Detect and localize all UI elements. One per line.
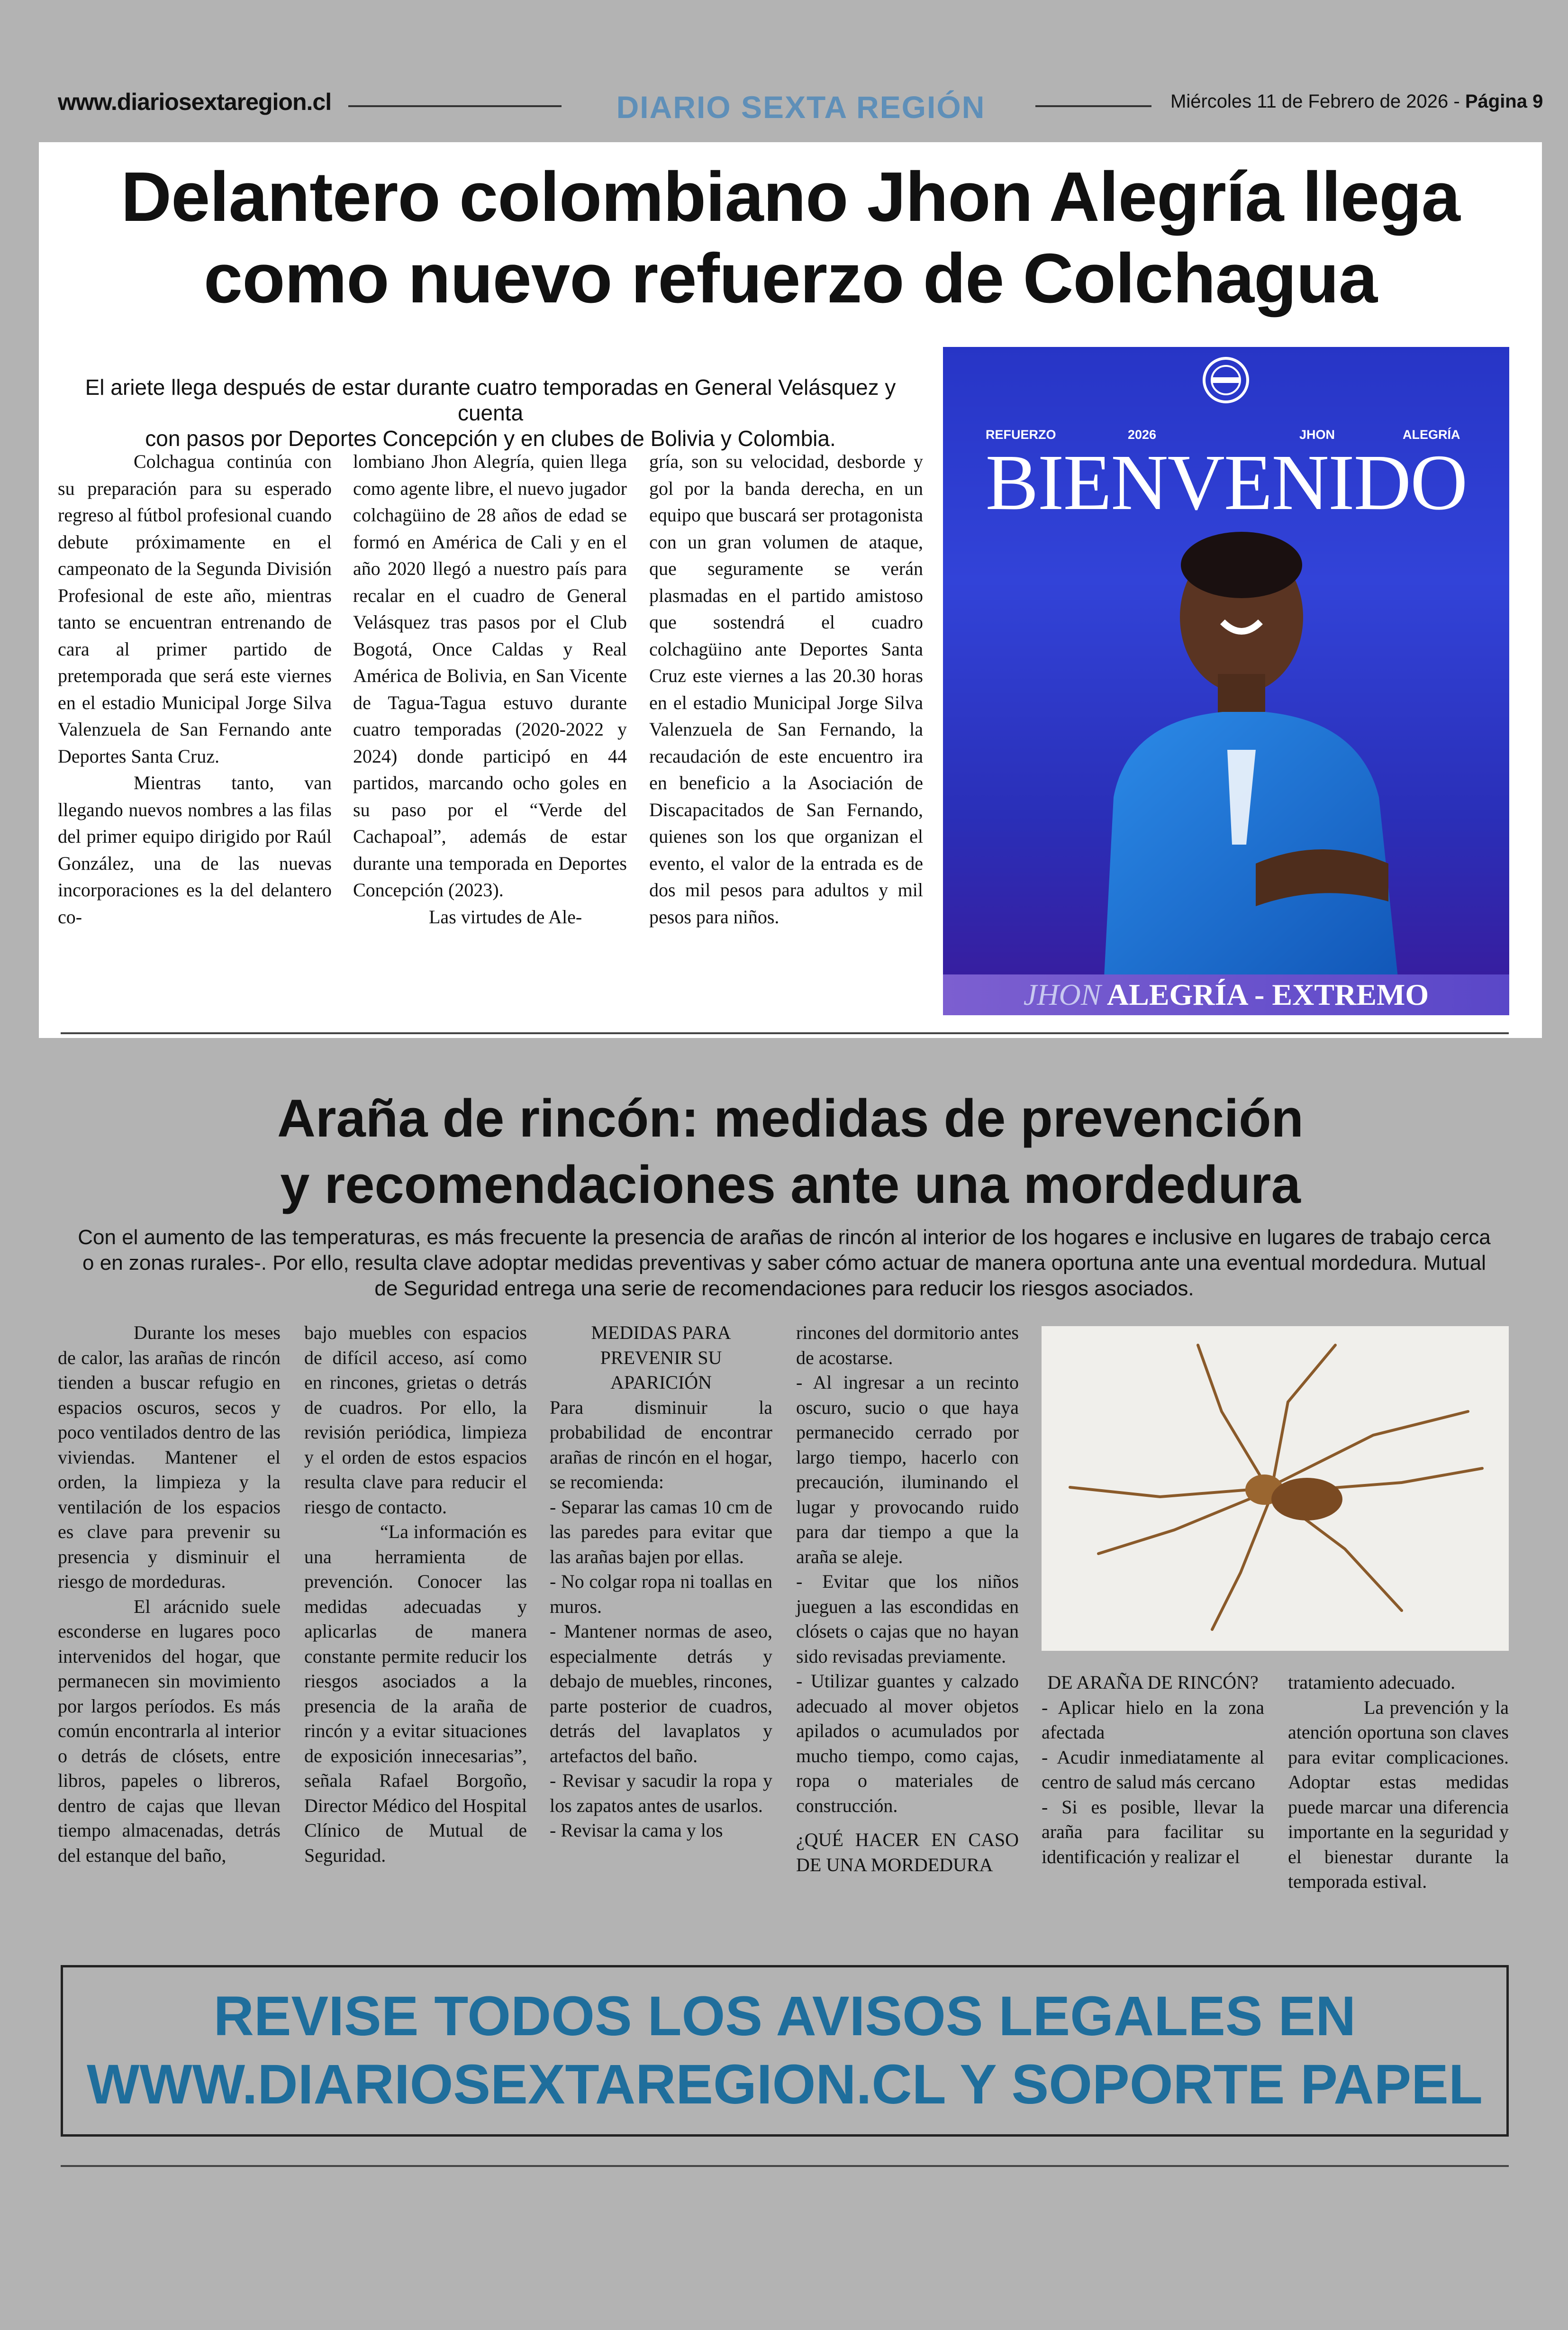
article2-column-5 <box>1042 1670 1264 1869</box>
poster-label-first-name: JHON <box>1299 428 1335 442</box>
poster-title: BIENVENIDO <box>985 438 1467 527</box>
article2-headline <box>39 1085 1542 1218</box>
poster-footer-first: JHON <box>1023 978 1101 1011</box>
paragraph: Mientras tanto, van llegando nuevos nombres a las filas del primer equipo dirigido por Raúl González, una de las nuevas incorporaciones es la del delantero co- <box>58 772 332 928</box>
header-rule-right <box>1035 105 1151 107</box>
article2-column-3 <box>550 1320 772 1843</box>
list-item: - Evitar que los niños jueguen a las escondidas en clósets o cajas que no hayan sido revisadas previamente. <box>796 1571 1019 1667</box>
article2-column-6 <box>1288 1670 1509 1894</box>
article1-headline-line1: Delantero colombiano Jhon Alegría llega <box>121 158 1460 236</box>
article1-headline <box>39 156 1542 319</box>
list-item: - No colgar ropa ni toallas en muros. <box>550 1571 772 1617</box>
newspaper-name: DIARIO SEXTA REGIÓN <box>616 90 986 125</box>
list-item: - Acudir inmediatamente al centro de salud más cercano <box>1042 1746 1264 1793</box>
poster-footer-rest: ALEGRÍA - EXTREMO <box>1106 978 1429 1011</box>
list-item: - Revisar y sacudir la ropa y los zapatos antes de usarlos. <box>550 1770 772 1816</box>
article1-column-1 <box>58 448 332 930</box>
club-crest-icon <box>1197 352 1254 409</box>
article1-lead <box>66 374 915 451</box>
list-item: - Revisar la cama y los <box>550 1820 723 1841</box>
page-number: Página 9 <box>1465 91 1543 112</box>
list-item: - Separar las camas 10 cm de las paredes para evitar que las arañas bajen por ellas. <box>550 1496 772 1567</box>
legal-notice-text <box>61 1982 1509 2119</box>
spider-icon <box>1042 1326 1509 1651</box>
paragraph: bajo muebles con espacios de difícil acceso, así como en rincones, grietas o detrás de cuadros. Por ello, la revisión periódica, limpieza y el orden de estos espacios resulta clave para reducir el riesgo de contacto. <box>304 1322 527 1518</box>
issue-date <box>1170 91 1543 112</box>
article2-lead: Con el aumento de las temperaturas, es más frecuente la presencia de arañas de rincón al interior de los hogares e inclusive en lugares de trabajo cerca o en zonas rurales-. Por ello, resulta clave adoptar medidas preventivas y saber cómo actuar de manera oportuna ante una eventual mordedura. Mutual de Seguridad entrega una serie de recomendaciones para reducir los riesgos asociados. <box>78 1226 1491 1300</box>
article1-column-3 <box>649 448 923 930</box>
paragraph: lombiano Jhon Alegría, quien llega como agente libre, el nuevo jugador colchagüino de 28 años de edad se formó en América de Cali y en el año 2020 llegó a nuestro país para recalar en el cuadro de General Velásquez tras pasos por el Club Bogotá, Once Caldas y Real América de Bolivia, en San Vicente de Tagua-Tagua estuvo durante cuatro temporadas (2020-2022 y 2024) donde participó en 44 partidos, marcando ocho goles en su paso por el “Verde del Cachapoal”, además de estar durante una temporada en Deportes Concepción (2023). <box>353 451 627 901</box>
spider-photo <box>1042 1326 1509 1651</box>
paragraph: Durante los meses de calor, las arañas de rincón tienden a buscar refugio en espacios oscuros, secos y poco ventilados dentro de las viviendas. Mantener el orden, la limpieza y la ventilación de los espacios es clave para prevenir su presencia y disminuir el riesgo de mordeduras. <box>58 1322 281 1592</box>
list-item: - Al ingresar a un recinto oscuro, sucio o que haya permanecido cerrado por largo tiempo, hacerlo con precaución, iluminando el lugar y provocando ruido para dar tiempo a que la araña se aleje. <box>796 1372 1019 1567</box>
poster-label-refuerzo: REFUERZO <box>986 428 1056 442</box>
site-url[interactable]: www.diariosextaregion.cl <box>58 89 332 115</box>
header-rule-left <box>348 105 562 107</box>
list-item: - Si es posible, llevar la araña para facilitar su identificación y realizar el <box>1042 1796 1264 1867</box>
paragraph: tratamiento adecuado. <box>1288 1672 1456 1693</box>
poster-footer <box>943 974 1509 1015</box>
poster-label-last-name: ALEGRÍA <box>1403 428 1460 442</box>
paragraph: Colchagua continúa con su preparación para su esperado regreso al fútbol profesional cuando debute próximamente en el campeonato de la Segunda División Profesional de este año, mientras tanto se encuentran entrenando de cara al primer partido de pretemporada que será este viernes en el estadio Municipal Jorge Silva Valenzuela de San Fernando ante Deportes Santa Cruz. <box>58 451 332 767</box>
legal-line1: REVISE TODOS LOS AVISOS LEGALES EN <box>213 1985 1356 2048</box>
paragraph: “La información es una herramienta de prevención. Conocer las medidas adecuadas y aplicarlas de manera constante permite reducir los riesgos asociados a la presencia de la araña de rincón y a evitar situaciones de exposición innecesarias”, señala Rafael Borgoño, Director Médico del Hospital Clínico de Mutual de Seguridad. <box>304 1521 527 1866</box>
subheading: DE ARAÑA DE RINCÓN? <box>1047 1672 1259 1693</box>
article2-column-4 <box>796 1320 1019 1877</box>
player-photo <box>1085 503 1417 977</box>
paragraph: Las virtudes de Ale- <box>429 906 582 928</box>
subheading: ¿QUÉ HACER EN CASO DE UNA MORDEDURA <box>796 1829 1019 1875</box>
article2-column-1 <box>58 1320 281 1868</box>
article2-headline-line1: Araña de rincón: medidas de prevención <box>277 1089 1304 1148</box>
list-item: - Aplicar hielo en la zona afectada <box>1042 1696 1264 1743</box>
date-text: Miércoles 11 de Febrero de 2026 - <box>1170 91 1460 112</box>
article2-column-2 <box>304 1320 527 1868</box>
section-divider <box>61 1032 1509 1034</box>
paragraph: El arácnido suele esconderse en lugares poco intervenidos del hogar, que permanecen sin movimiento por largos períodos. Es más común encontrarla al interior o detrás de clósets, entre libros, papeles o libreros, dentro de cajas que llevan tiempo almacenadas, detrás del estanque del baño, <box>58 1595 281 1866</box>
paragraph: La prevención y la atención oportuna son claves para evitar complicaciones. Adoptar estas medidas puede marcar una diferencia importante en la seguridad y el bienestar durante la temporada estival. <box>1288 1696 1509 1892</box>
article1-headline-line2: como nuevo refuerzo de Colchagua <box>203 239 1378 318</box>
paragraph: gría, son su velocidad, desborde y gol por la banda derecha, en un equipo que buscará ser protagonista con un gran volumen de ataque, que seguramente se verán plasmadas en el partido amistoso que sostendrá el cuadro colchagüino ante Deportes Santa Cruz este viernes a las 20.30 horas en el estadio Municipal Jorge Silva Valenzuela de San Fernando, la recaudación de este encuentro ira en beneficio a la Asociación de Discapacitados de San Fernando, quienes son los que organizan el evento, el valor de la entrada es de dos mil pesos para adultos y mil pesos para niños. <box>649 451 923 928</box>
paragraph: rincones del dormitorio antes de acostarse. <box>796 1322 1019 1368</box>
poster-label-year: 2026 <box>1128 428 1157 442</box>
footer-rule <box>61 2165 1509 2167</box>
article2-headline-line2: y recomendaciones ante una mordedura <box>280 1155 1301 1214</box>
list-item: - Mantener normas de aseo, especialmente detrás y debajo de muebles, rincones, parte posterior de cuadros, detrás del lavaplatos y artefactos del baño. <box>550 1620 772 1766</box>
list-item: - Utilizar guantes y calzado adecuado al mover objetos apilados o acumulados por mucho tiempo, como cajas, ropa o materiales de construcción. <box>796 1670 1019 1816</box>
legal-line2[interactable]: WWW.DIARIOSEXTAREGION.CL Y SOPORTE PAPEL <box>87 2053 1483 2116</box>
player-welcome-poster <box>943 347 1509 1015</box>
paragraph: Para disminuir la probabilidad de encontrar arañas de rincón en el hogar, se recomienda: <box>550 1396 772 1493</box>
article1-lead-line1: El ariete llega después de estar durante cuatro temporadas en General Velásquez y cuenta <box>85 375 896 425</box>
article1-lead-line2: con pasos por Deportes Concepción y en clubes de Bolivia y Colombia. <box>145 426 836 451</box>
subheading: MEDIDAS PARA PREVENIR SU APARICIÓN <box>591 1322 731 1393</box>
article1-column-2 <box>353 448 627 930</box>
